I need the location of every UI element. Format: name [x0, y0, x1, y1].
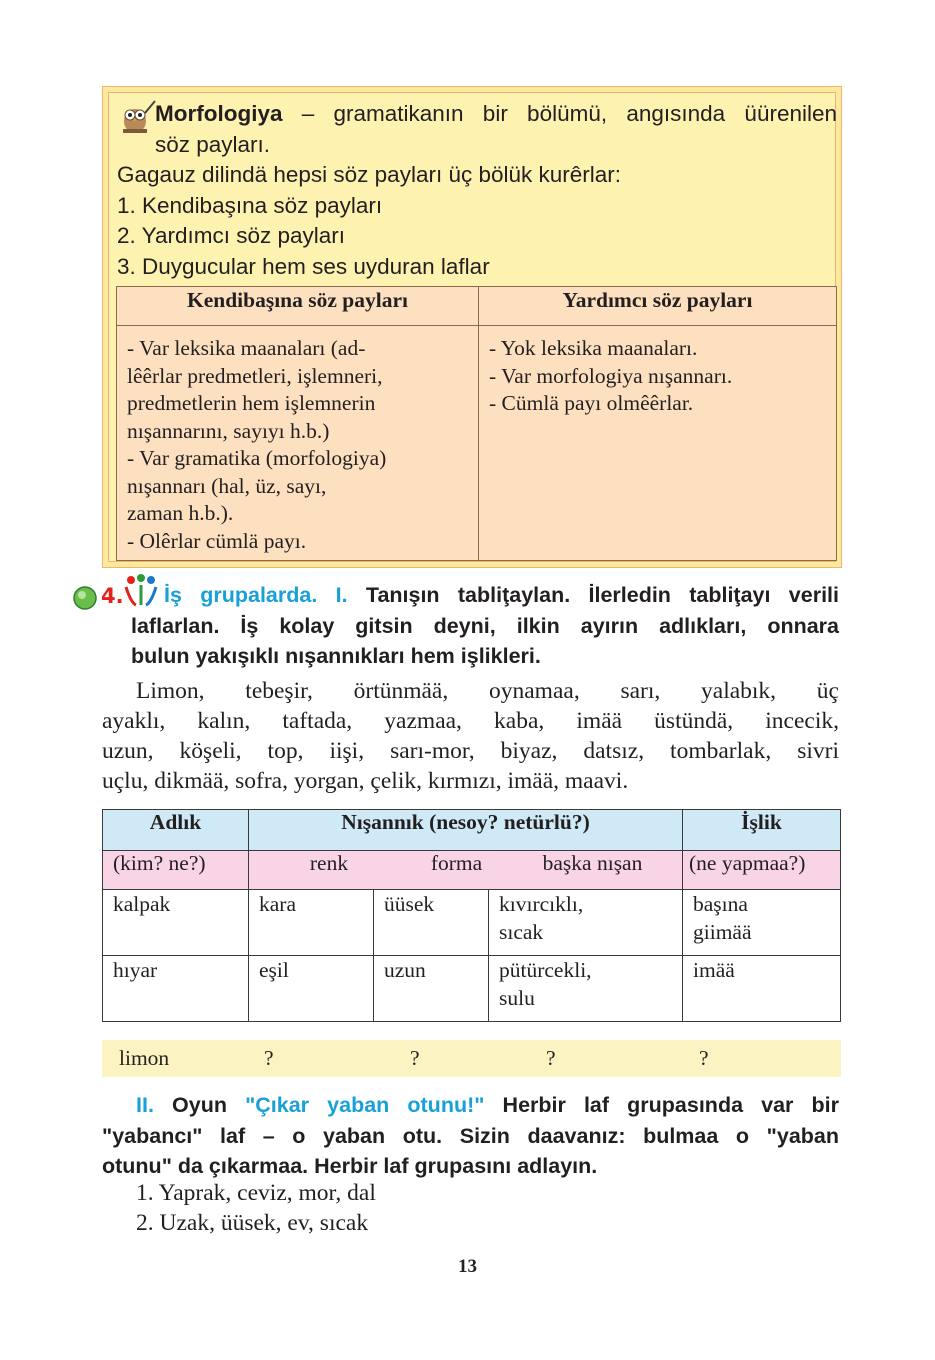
table-line: predmetlerin hem işlemnerin	[127, 391, 376, 415]
table-line: - Olêrlar cümlä payı.	[127, 528, 307, 553]
task4-line-1	[131, 580, 839, 611]
cell-line: giimää	[693, 920, 752, 944]
sub-renk: renk	[309, 851, 349, 875]
task2-line-2: "yabancı" laf – o yaban otu. Sizin daavanız: bulmaa o "yaban	[102, 1123, 839, 1148]
info-item-1: 1. Kendibaşına söz payları	[117, 192, 383, 218]
word-line-4: uçlu, dikmää, sofra, yorgan, çelik, kırmızı, imää, maavi.	[102, 768, 629, 794]
cell-question: ?	[410, 1046, 420, 1070]
cell-question: ?	[699, 1046, 709, 1070]
cell-forma: uzun	[374, 956, 489, 1022]
limon-row	[102, 1040, 841, 1077]
morphology-info-box	[102, 86, 842, 568]
word-list	[102, 676, 839, 796]
table-line: - Yok leksika maanaları.	[489, 336, 698, 360]
sub-nisannik-types	[249, 851, 683, 890]
task2-line-3: otunu" da çıkarmaa. Herbir laf grupasını adlayın.	[102, 1154, 598, 1178]
term-morfologiya: Morfologiya	[155, 101, 283, 126]
cell-islik	[683, 956, 841, 1022]
cell-baska	[489, 956, 683, 1022]
parts-of-speech-table	[116, 286, 837, 561]
info-item-2: 2. Yardımcı söz payları	[117, 223, 346, 248]
definition-text: – gramatikanın bir bölümü, angısında üürenilen	[282, 101, 837, 126]
task-number: 4.	[101, 584, 124, 608]
cell-adlik: kalpak	[103, 890, 249, 956]
table-line: nışannarı (hal, üz, sayı,	[127, 473, 327, 498]
task4-line-3: bulun yakışıklı nışannıkları hem işlikleri.	[131, 644, 541, 668]
definition-line-2: söz payları.	[155, 131, 271, 157]
definition-line-1	[117, 99, 837, 130]
task2-instructions	[102, 1090, 839, 1182]
cell-adlik: hıyar	[103, 956, 249, 1022]
sub-ne-yapmaa: (ne yapmaa?)	[683, 851, 841, 890]
task4-instructions	[131, 580, 839, 672]
task2-line-1	[102, 1090, 839, 1121]
game-title: "Çıkar yaban otunu!"	[245, 1093, 485, 1117]
classification-table	[102, 809, 841, 1022]
sub-baska-nisan: başka nışan	[542, 851, 643, 875]
word-line-3: uzun, köşeli, top, iişi, sarı-mor, biyaz, datsız, tombarlak, sivri	[102, 738, 839, 764]
task2-oyun: Oyun	[153, 1093, 246, 1117]
word-line-2: ayaklı, kalın, taftada, yazmaa, kaba, imää üstündä, incecik,	[102, 708, 839, 734]
cell-question: ?	[546, 1046, 556, 1070]
header-independent: Kendibaşına söz payları	[117, 287, 479, 326]
info-text	[117, 99, 837, 282]
word-line-1: Limon, tebeşir, örtünmää, oynamaa, sarı, yalabık, üç	[136, 678, 839, 704]
task4-heading: İş grupalarda. I.	[164, 583, 348, 607]
task-badge-icon	[72, 585, 98, 611]
header-adlik: Adlık	[103, 810, 249, 851]
cell-baska	[489, 890, 683, 956]
cell-forma: üüsek	[374, 890, 489, 956]
cell-line: pütürcekli,	[499, 958, 592, 982]
cell-renk: kara	[249, 890, 374, 956]
table-line: - Var gramatika (morfologiya)	[127, 446, 387, 470]
table-line: - Var leksika maanaları (ad-	[127, 336, 366, 360]
header-islik: İşlik	[683, 810, 841, 851]
task4-text: Tanışın tabliţaylan. İlerledin tabliţayı verili	[347, 583, 839, 607]
header-nisannik: Nışannık (nesoy? netürlü?)	[249, 810, 683, 851]
cell-line: sulu	[499, 986, 535, 1010]
table-line: nışannarını, sayıyı h.b.)	[127, 418, 330, 443]
info-item-3: 3. Duygucular hem ses uyduran laflar	[117, 253, 490, 279]
page-number: 13	[458, 1256, 477, 1277]
cell-line: kıvırcıklı,	[499, 892, 584, 916]
task2-roman: II.	[136, 1093, 154, 1117]
independent-cell	[117, 326, 479, 561]
sub-forma: forma	[430, 851, 483, 875]
table-row	[103, 890, 841, 956]
cell-limon: limon	[119, 1046, 170, 1070]
info-line-3: Gagauz dilindä hepsi söz payları üç bölük kurêrlar:	[117, 162, 622, 187]
cell-islik	[683, 890, 841, 956]
list-item: 1. Yaprak, ceviz, mor, dal	[136, 1180, 376, 1206]
auxiliary-cell	[479, 326, 837, 561]
header-auxiliary: Yardımcı söz payları	[479, 287, 837, 326]
table-row	[103, 956, 841, 1022]
table-line: - Var morfologiya nışannarı.	[489, 363, 733, 388]
cell-line: imää	[693, 958, 735, 982]
cell-line: başına	[693, 892, 748, 916]
task2-text: Herbir laf grupasında var bir	[484, 1093, 839, 1117]
table-line: lêêrlar predmetleri, işlemneri,	[127, 363, 383, 388]
sub-kim-ne: (kim? ne?)	[103, 851, 249, 890]
info-box-inner	[108, 92, 836, 562]
cell-question: ?	[264, 1046, 274, 1070]
table-line: - Cümlä payı olmêêrlar.	[489, 391, 694, 415]
task4-line-2: laflarlan. İş kolay gitsin deyni, ilkin ayırın adlıkları, onnara	[131, 613, 839, 638]
list-item: 2. Uzak, üüsek, ev, sıcak	[136, 1210, 369, 1236]
cell-line: sıcak	[499, 920, 544, 944]
cell-renk: eşil	[249, 956, 374, 1022]
table-line: zaman h.b.).	[127, 501, 234, 525]
